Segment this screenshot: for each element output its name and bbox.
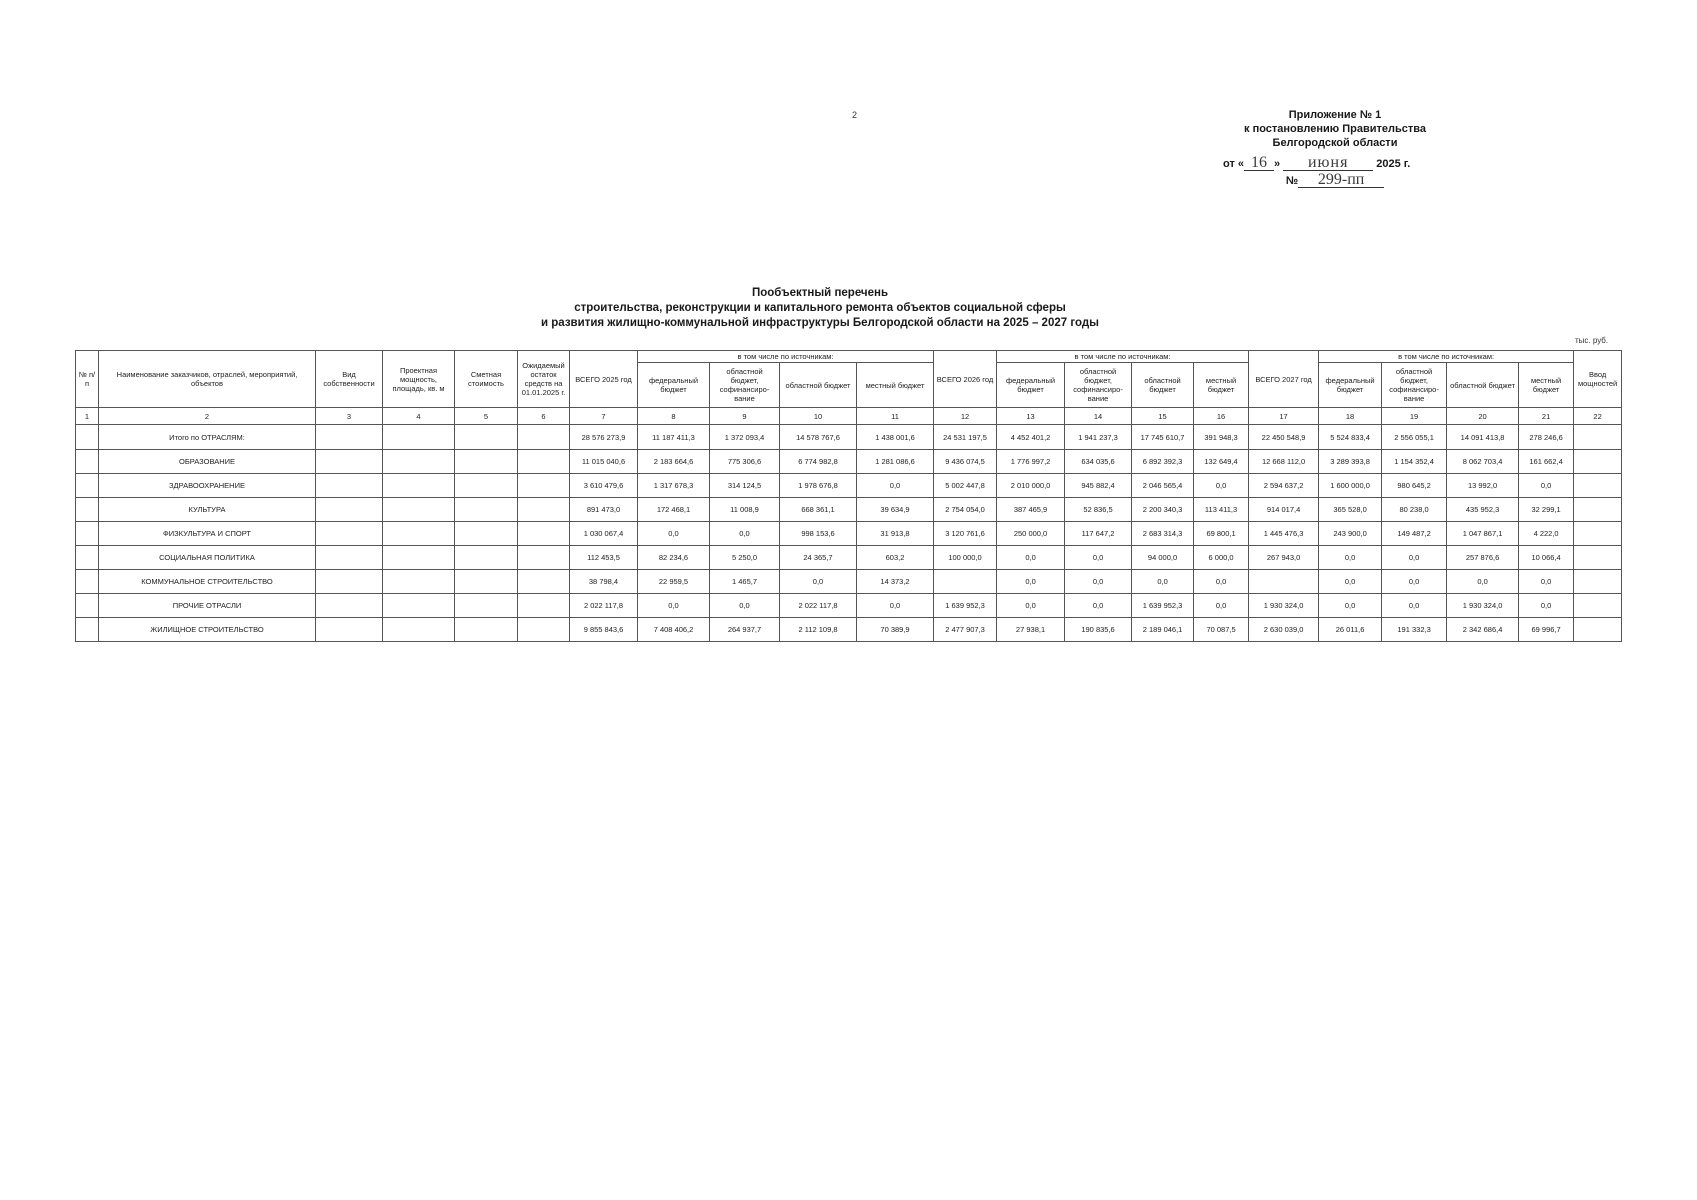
empty-cell bbox=[316, 594, 383, 618]
commissioning-cell bbox=[1574, 618, 1622, 642]
empty-cell bbox=[518, 618, 570, 642]
document-title bbox=[500, 286, 1140, 331]
row-name-cell: КОММУНАЛЬНОЕ СТРОИТЕЛЬСТВО bbox=[99, 570, 316, 594]
value-cell bbox=[1249, 570, 1319, 594]
value-cell: 4 222,0 bbox=[1519, 522, 1574, 546]
value-cell: 2 594 637,2 bbox=[1249, 474, 1319, 498]
header-regional-cofin-2027: областной бюджет, софинансиро- вание bbox=[1382, 363, 1447, 408]
value-cell: 1 941 237,3 bbox=[1065, 425, 1132, 450]
date-prefix: от « bbox=[1223, 158, 1245, 170]
empty-cell bbox=[518, 594, 570, 618]
value-cell: 775 306,6 bbox=[710, 450, 780, 474]
value-cell: 28 576 273,9 bbox=[570, 425, 638, 450]
empty-cell bbox=[316, 450, 383, 474]
table-row bbox=[76, 618, 1622, 642]
column-number: 13 bbox=[997, 408, 1065, 425]
value-cell: 24 531 197,5 bbox=[934, 425, 997, 450]
value-cell: 314 124,5 bbox=[710, 474, 780, 498]
commissioning-cell bbox=[1574, 546, 1622, 570]
empty-cell bbox=[316, 570, 383, 594]
header-local-2025: местный бюджет bbox=[857, 363, 934, 408]
value-cell: 2 630 039,0 bbox=[1249, 618, 1319, 642]
empty-cell bbox=[383, 522, 455, 546]
header-regional-cofin-2026: областной бюджет, софинансиро- вание bbox=[1065, 363, 1132, 408]
value-cell: 945 882,4 bbox=[1065, 474, 1132, 498]
value-cell: 1 047 867,1 bbox=[1447, 522, 1519, 546]
value-cell: 190 835,6 bbox=[1065, 618, 1132, 642]
empty-cell bbox=[383, 618, 455, 642]
value-cell: 0,0 bbox=[1319, 546, 1382, 570]
date-year: 2025 г. bbox=[1376, 158, 1411, 170]
value-cell: 113 411,3 bbox=[1194, 498, 1249, 522]
column-number: 2 bbox=[99, 408, 316, 425]
empty-cell bbox=[455, 594, 518, 618]
empty-cell bbox=[518, 474, 570, 498]
value-cell: 1 154 352,4 bbox=[1382, 450, 1447, 474]
empty-cell bbox=[383, 546, 455, 570]
value-cell: 5 524 833,4 bbox=[1319, 425, 1382, 450]
value-cell: 26 011,6 bbox=[1319, 618, 1382, 642]
value-cell: 31 913,8 bbox=[857, 522, 934, 546]
value-cell: 250 000,0 bbox=[997, 522, 1065, 546]
value-cell: 2 022 117,8 bbox=[780, 594, 857, 618]
header-ownership: Вид собственности bbox=[316, 351, 383, 408]
column-number: 4 bbox=[383, 408, 455, 425]
value-cell: 191 332,3 bbox=[1382, 618, 1447, 642]
value-cell: 0,0 bbox=[997, 594, 1065, 618]
value-cell: 2 010 000,0 bbox=[997, 474, 1065, 498]
value-cell: 14 091 413,8 bbox=[1447, 425, 1519, 450]
row-num-cell bbox=[76, 546, 99, 570]
table-row bbox=[76, 522, 1622, 546]
value-cell: 3 289 393,8 bbox=[1319, 450, 1382, 474]
empty-cell bbox=[383, 570, 455, 594]
table-body bbox=[76, 425, 1622, 642]
row-num-cell bbox=[76, 450, 99, 474]
column-number: 18 bbox=[1319, 408, 1382, 425]
value-cell: 0,0 bbox=[1519, 474, 1574, 498]
value-cell: 11 015 040,6 bbox=[570, 450, 638, 474]
column-number: 16 bbox=[1194, 408, 1249, 425]
header-name: Наименование заказчиков, отраслей, мероприятий, объектов bbox=[99, 351, 316, 408]
column-number: 15 bbox=[1132, 408, 1194, 425]
row-name-cell: Итого по ОТРАСЛЯМ: bbox=[99, 425, 316, 450]
empty-cell bbox=[316, 546, 383, 570]
value-cell: 2 477 907,3 bbox=[934, 618, 997, 642]
header-row-1 bbox=[76, 351, 1622, 363]
value-cell: 2 754 054,0 bbox=[934, 498, 997, 522]
value-cell: 112 453,5 bbox=[570, 546, 638, 570]
value-cell: 1 281 086,6 bbox=[857, 450, 934, 474]
value-cell: 2 183 664,6 bbox=[638, 450, 710, 474]
value-cell: 38 798,4 bbox=[570, 570, 638, 594]
value-cell: 0,0 bbox=[638, 594, 710, 618]
empty-cell bbox=[316, 474, 383, 498]
value-cell: 634 035,6 bbox=[1065, 450, 1132, 474]
column-number: 9 bbox=[710, 408, 780, 425]
empty-cell bbox=[383, 425, 455, 450]
value-cell: 161 662,4 bbox=[1519, 450, 1574, 474]
empty-cell bbox=[455, 570, 518, 594]
row-name-cell: ЖИЛИЩНОЕ СТРОИТЕЛЬСТВО bbox=[99, 618, 316, 642]
value-cell: 1 465,7 bbox=[710, 570, 780, 594]
header-local-2027: местный бюджет bbox=[1519, 363, 1574, 408]
value-cell: 0,0 bbox=[1194, 474, 1249, 498]
table-row bbox=[76, 498, 1622, 522]
value-cell: 100 000,0 bbox=[934, 546, 997, 570]
value-cell: 80 238,0 bbox=[1382, 498, 1447, 522]
value-cell: 2 200 340,3 bbox=[1132, 498, 1194, 522]
header-federal-2025: федеральный бюджет bbox=[638, 363, 710, 408]
header-total-2025: ВСЕГО 2025 год bbox=[570, 351, 638, 408]
value-cell: 391 948,3 bbox=[1194, 425, 1249, 450]
value-cell: 9 436 074,5 bbox=[934, 450, 997, 474]
value-cell: 891 473,0 bbox=[570, 498, 638, 522]
value-cell: 0,0 bbox=[638, 522, 710, 546]
value-cell: 1 930 324,0 bbox=[1249, 594, 1319, 618]
value-cell: 0,0 bbox=[1382, 546, 1447, 570]
header-sources-2027: в том числе по источникам: bbox=[1319, 351, 1574, 363]
value-cell: 980 645,2 bbox=[1382, 474, 1447, 498]
row-num-cell bbox=[76, 498, 99, 522]
value-cell: 13 992,0 bbox=[1447, 474, 1519, 498]
empty-cell bbox=[518, 570, 570, 594]
value-cell: 0,0 bbox=[1194, 594, 1249, 618]
row-name-cell: ОБРАЗОВАНИЕ bbox=[99, 450, 316, 474]
value-cell: 32 299,1 bbox=[1519, 498, 1574, 522]
commissioning-cell bbox=[1574, 474, 1622, 498]
header-federal-2027: федеральный бюджет bbox=[1319, 363, 1382, 408]
empty-cell bbox=[518, 498, 570, 522]
column-number: 5 bbox=[455, 408, 518, 425]
column-number: 11 bbox=[857, 408, 934, 425]
handwritten-month: июня bbox=[1283, 156, 1373, 171]
value-cell: 1 776 997,2 bbox=[997, 450, 1065, 474]
value-cell: 0,0 bbox=[857, 594, 934, 618]
appendix-block bbox=[1215, 108, 1455, 188]
empty-cell bbox=[455, 522, 518, 546]
value-cell: 0,0 bbox=[1132, 570, 1194, 594]
value-cell: 1 639 952,3 bbox=[934, 594, 997, 618]
value-cell: 69 996,7 bbox=[1519, 618, 1574, 642]
empty-cell bbox=[316, 425, 383, 450]
value-cell bbox=[934, 570, 997, 594]
handwritten-day: 16 bbox=[1244, 156, 1274, 171]
header-federal-2026: федеральный бюджет bbox=[997, 363, 1065, 408]
header-estimate: Сметная стоимость bbox=[455, 351, 518, 408]
value-cell: 70 087,5 bbox=[1194, 618, 1249, 642]
value-cell: 4 452 401,2 bbox=[997, 425, 1065, 450]
row-num-cell bbox=[76, 425, 99, 450]
value-cell: 6 892 392,3 bbox=[1132, 450, 1194, 474]
empty-cell bbox=[383, 474, 455, 498]
value-cell: 0,0 bbox=[1194, 570, 1249, 594]
table-row bbox=[76, 594, 1622, 618]
header-sources-2026: в том числе по источникам: bbox=[997, 351, 1249, 363]
value-cell: 70 389,9 bbox=[857, 618, 934, 642]
empty-cell bbox=[316, 522, 383, 546]
value-cell: 0,0 bbox=[1382, 594, 1447, 618]
column-number: 19 bbox=[1382, 408, 1447, 425]
table-row bbox=[76, 474, 1622, 498]
column-number: 10 bbox=[780, 408, 857, 425]
header-regional-2025: областной бюджет bbox=[780, 363, 857, 408]
value-cell: 6 774 982,8 bbox=[780, 450, 857, 474]
value-cell: 0,0 bbox=[1382, 570, 1447, 594]
value-cell: 1 978 676,8 bbox=[780, 474, 857, 498]
value-cell: 0,0 bbox=[1519, 594, 1574, 618]
column-number: 14 bbox=[1065, 408, 1132, 425]
commissioning-cell bbox=[1574, 522, 1622, 546]
page-number: 2 bbox=[852, 110, 858, 120]
value-cell: 1 445 476,3 bbox=[1249, 522, 1319, 546]
empty-cell bbox=[455, 498, 518, 522]
header-regional-2027: областной бюджет bbox=[1447, 363, 1519, 408]
handwritten-number: 299-пп bbox=[1298, 173, 1384, 188]
value-cell: 1 317 678,3 bbox=[638, 474, 710, 498]
header-num: № п/п bbox=[76, 351, 99, 408]
value-cell: 1 930 324,0 bbox=[1447, 594, 1519, 618]
value-cell: 1 438 001,6 bbox=[857, 425, 934, 450]
value-cell: 0,0 bbox=[1065, 594, 1132, 618]
number-prefix: № bbox=[1285, 175, 1299, 187]
empty-cell bbox=[316, 498, 383, 522]
value-cell: 14 578 767,6 bbox=[780, 425, 857, 450]
value-cell: 914 017,4 bbox=[1249, 498, 1319, 522]
value-cell: 1 639 952,3 bbox=[1132, 594, 1194, 618]
value-cell: 257 876,6 bbox=[1447, 546, 1519, 570]
value-cell: 39 634,9 bbox=[857, 498, 934, 522]
empty-cell bbox=[455, 546, 518, 570]
empty-cell bbox=[383, 450, 455, 474]
value-cell: 5 002 447,8 bbox=[934, 474, 997, 498]
value-cell: 0,0 bbox=[1065, 570, 1132, 594]
commissioning-cell bbox=[1574, 425, 1622, 450]
value-cell: 0,0 bbox=[1065, 546, 1132, 570]
row-num-cell bbox=[76, 522, 99, 546]
value-cell: 3 610 479,6 bbox=[570, 474, 638, 498]
value-cell: 264 937,7 bbox=[710, 618, 780, 642]
title-line-1: Пообъектный перечень bbox=[751, 287, 889, 299]
value-cell: 94 000,0 bbox=[1132, 546, 1194, 570]
value-cell: 0,0 bbox=[780, 570, 857, 594]
column-number-row bbox=[76, 408, 1622, 425]
value-cell: 0,0 bbox=[1319, 594, 1382, 618]
value-cell: 117 647,2 bbox=[1065, 522, 1132, 546]
value-cell: 2 112 109,8 bbox=[780, 618, 857, 642]
column-number: 12 bbox=[934, 408, 997, 425]
value-cell: 24 365,7 bbox=[780, 546, 857, 570]
value-cell: 22 959,5 bbox=[638, 570, 710, 594]
empty-cell bbox=[518, 450, 570, 474]
column-number: 7 bbox=[570, 408, 638, 425]
header-remaining: Ожидаемый остаток средств на 01.01.2025 г. bbox=[518, 351, 570, 408]
table-row bbox=[76, 425, 1622, 450]
commissioning-cell bbox=[1574, 594, 1622, 618]
column-number: 8 bbox=[638, 408, 710, 425]
header-local-2026: местный бюджет bbox=[1194, 363, 1249, 408]
unit-label: тыс. руб. bbox=[1575, 336, 1609, 345]
value-cell: 668 361,1 bbox=[780, 498, 857, 522]
row-name-cell: ЗДРАВООХРАНЕНИЕ bbox=[99, 474, 316, 498]
value-cell: 0,0 bbox=[997, 546, 1065, 570]
value-cell: 27 938,1 bbox=[997, 618, 1065, 642]
value-cell: 12 668 112,0 bbox=[1249, 450, 1319, 474]
value-cell: 9 855 843,6 bbox=[570, 618, 638, 642]
value-cell: 5 250,0 bbox=[710, 546, 780, 570]
header-sources-2025: в том числе по источникам: bbox=[638, 351, 934, 363]
column-number: 22 bbox=[1574, 408, 1622, 425]
appendix-line-3: Белгородской области bbox=[1272, 137, 1398, 149]
empty-cell bbox=[518, 425, 570, 450]
row-num-cell bbox=[76, 570, 99, 594]
table-row bbox=[76, 450, 1622, 474]
value-cell: 22 450 548,9 bbox=[1249, 425, 1319, 450]
row-num-cell bbox=[76, 474, 99, 498]
value-cell: 278 246,6 bbox=[1519, 425, 1574, 450]
value-cell: 2 683 314,3 bbox=[1132, 522, 1194, 546]
value-cell: 17 745 610,7 bbox=[1132, 425, 1194, 450]
value-cell: 243 900,0 bbox=[1319, 522, 1382, 546]
objects-table bbox=[75, 350, 1622, 642]
column-number: 21 bbox=[1519, 408, 1574, 425]
value-cell: 2 342 686,4 bbox=[1447, 618, 1519, 642]
header-total-2026: ВСЕГО 2026 год bbox=[934, 351, 997, 408]
value-cell: 0,0 bbox=[1319, 570, 1382, 594]
value-cell: 2 189 046,1 bbox=[1132, 618, 1194, 642]
value-cell: 2 022 117,8 bbox=[570, 594, 638, 618]
title-line-3: и развития жилищно-коммунальной инфраструктуры Белгородской области на 2025 – 2027 годы bbox=[541, 317, 1099, 329]
header-regional-2026: областной бюджет bbox=[1132, 363, 1194, 408]
empty-cell bbox=[518, 522, 570, 546]
empty-cell bbox=[316, 618, 383, 642]
column-number: 3 bbox=[316, 408, 383, 425]
value-cell: 1 030 067,4 bbox=[570, 522, 638, 546]
value-cell: 149 487,2 bbox=[1382, 522, 1447, 546]
value-cell: 267 943,0 bbox=[1249, 546, 1319, 570]
value-cell: 2 046 565,4 bbox=[1132, 474, 1194, 498]
value-cell: 8 062 703,4 bbox=[1447, 450, 1519, 474]
empty-cell bbox=[518, 546, 570, 570]
value-cell: 435 952,3 bbox=[1447, 498, 1519, 522]
value-cell: 2 556 055,1 bbox=[1382, 425, 1447, 450]
value-cell: 11 187 411,3 bbox=[638, 425, 710, 450]
value-cell: 52 836,5 bbox=[1065, 498, 1132, 522]
date-mid: » bbox=[1274, 158, 1281, 170]
empty-cell bbox=[455, 618, 518, 642]
value-cell: 7 408 406,2 bbox=[638, 618, 710, 642]
empty-cell bbox=[455, 425, 518, 450]
value-cell: 69 800,1 bbox=[1194, 522, 1249, 546]
empty-cell bbox=[455, 474, 518, 498]
value-cell: 0,0 bbox=[1519, 570, 1574, 594]
empty-cell bbox=[383, 498, 455, 522]
appendix-date bbox=[1215, 156, 1455, 171]
value-cell: 387 465,9 bbox=[997, 498, 1065, 522]
header-capacity: Проектная мощность, площадь, кв. м bbox=[383, 351, 455, 408]
value-cell: 0,0 bbox=[1447, 570, 1519, 594]
table-row bbox=[76, 546, 1622, 570]
value-cell: 10 066,4 bbox=[1519, 546, 1574, 570]
appendix-line-1: Приложение № 1 bbox=[1288, 109, 1382, 121]
column-number: 1 bbox=[76, 408, 99, 425]
value-cell: 11 008,9 bbox=[710, 498, 780, 522]
appendix-number bbox=[1215, 173, 1455, 188]
table-row bbox=[76, 570, 1622, 594]
column-number: 20 bbox=[1447, 408, 1519, 425]
value-cell: 1 600 000,0 bbox=[1319, 474, 1382, 498]
commissioning-cell bbox=[1574, 570, 1622, 594]
value-cell: 0,0 bbox=[857, 474, 934, 498]
value-cell: 998 153,6 bbox=[780, 522, 857, 546]
row-num-cell bbox=[76, 618, 99, 642]
value-cell: 0,0 bbox=[710, 522, 780, 546]
value-cell: 365 528,0 bbox=[1319, 498, 1382, 522]
column-number: 17 bbox=[1249, 408, 1319, 425]
header-regional-cofin-2025: областной бюджет, софинансиро- вание bbox=[710, 363, 780, 408]
commissioning-cell bbox=[1574, 498, 1622, 522]
title-line-2: строительства, реконструкции и капитального ремонта объектов социальной сферы bbox=[574, 302, 1066, 314]
value-cell: 0,0 bbox=[710, 594, 780, 618]
value-cell: 14 373,2 bbox=[857, 570, 934, 594]
value-cell: 603,2 bbox=[857, 546, 934, 570]
empty-cell bbox=[455, 450, 518, 474]
row-num-cell bbox=[76, 594, 99, 618]
value-cell: 1 372 093,4 bbox=[710, 425, 780, 450]
commissioning-cell bbox=[1574, 450, 1622, 474]
row-name-cell: ПРОЧИЕ ОТРАСЛИ bbox=[99, 594, 316, 618]
value-cell: 0,0 bbox=[997, 570, 1065, 594]
value-cell: 132 649,4 bbox=[1194, 450, 1249, 474]
row-name-cell: СОЦИАЛЬНАЯ ПОЛИТИКА bbox=[99, 546, 316, 570]
row-name-cell: ФИЗКУЛЬТУРА И СПОРТ bbox=[99, 522, 316, 546]
value-cell: 6 000,0 bbox=[1194, 546, 1249, 570]
header-total-2027: ВСЕГО 2027 год bbox=[1249, 351, 1319, 408]
appendix-line-2: к постановлению Правительства bbox=[1244, 123, 1426, 135]
row-name-cell: КУЛЬТУРА bbox=[99, 498, 316, 522]
header-commissioning: Ввод мощностей bbox=[1574, 351, 1622, 408]
column-number: 6 bbox=[518, 408, 570, 425]
value-cell: 172 468,1 bbox=[638, 498, 710, 522]
value-cell: 82 234,6 bbox=[638, 546, 710, 570]
value-cell: 3 120 761,6 bbox=[934, 522, 997, 546]
empty-cell bbox=[383, 594, 455, 618]
